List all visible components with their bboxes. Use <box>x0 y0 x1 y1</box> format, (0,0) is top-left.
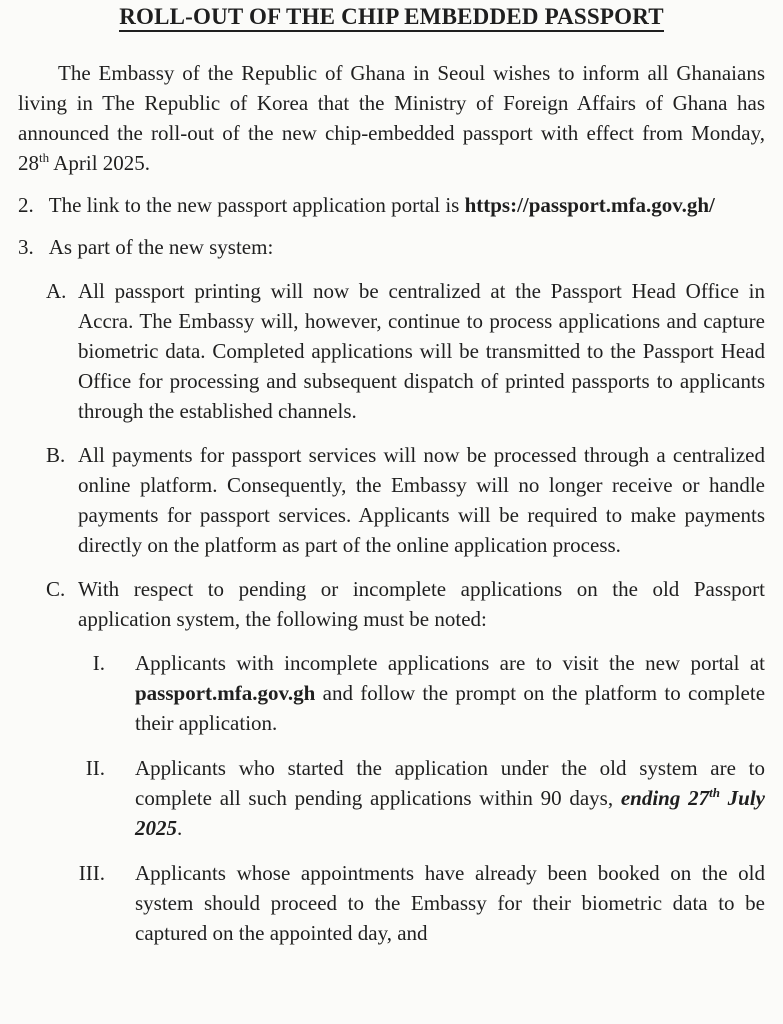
item-I-text-end: and follow the prompt on the platform to complete their application. <box>135 681 766 735</box>
item-2-number: 2. <box>18 193 34 217</box>
item-B-label: B. <box>46 443 66 467</box>
item-3-number: 3. <box>18 235 34 259</box>
passport-portal-short-url: passport.mfa.gov.gh <box>135 681 316 705</box>
list-item-roman-1 <box>18 648 765 738</box>
list-item-C <box>18 574 765 634</box>
item-I-label: I. <box>92 651 105 675</box>
list-item-roman-3 <box>18 858 765 948</box>
item-A-text: All passport printing will now be centralized at the Passport Head Office in Accra. The Embassy will, however, continue to process applications and capture biometric data. Completed applications will be transmitted to the Passport Head Office for processing and subsequent dispatch of printed passports to applicants through the established channels. <box>78 279 765 423</box>
deadline-text-end: July 2025 <box>135 786 766 840</box>
date-ordinal-superscript: th <box>39 150 50 165</box>
intro-text-end: April 2025. <box>53 151 151 175</box>
intro-paragraph <box>18 58 765 178</box>
item-III-text: Applicants whose appointments have already been booked on the old system should proceed to the Embassy for their biometric data to be captured on the appointed day, and <box>135 861 765 945</box>
item-2-text: The link to the new passport application portal is <box>48 193 460 217</box>
item-II-label: II. <box>85 756 105 780</box>
item-C-label: C. <box>46 577 66 601</box>
item-II-text: Applicants who started the application under the old system are to complete all such pending applications within 90 days, <box>135 756 765 810</box>
list-item-A <box>18 276 765 426</box>
document-title-text: ROLL-OUT OF THE CHIP EMBEDDED PASSPORT <box>119 4 664 32</box>
item-3-text: As part of the new system: <box>48 235 274 259</box>
list-item-B <box>18 440 765 560</box>
item-III-label: III. <box>78 861 105 885</box>
item-I-text-start: Applicants with incomplete applications are to visit the new portal at <box>135 651 765 675</box>
list-item-3 <box>18 232 765 262</box>
item-A-label: A. <box>46 279 67 303</box>
list-item-2 <box>18 190 765 220</box>
intro-text-start: The Embassy of the Republic of Ghana in Seoul wishes to inform all Ghanaians living in The Republic of Korea that the Ministry of Foreign Affairs of Ghana has announced the roll-out of the new chip-embedded passport with effect from Monday, 28 <box>18 61 765 175</box>
document-title <box>18 2 765 32</box>
item-II-period: . <box>177 816 183 840</box>
item-C-text: With respect to pending or incomplete applications on the old Passport application system, the following must be noted: <box>78 577 765 631</box>
list-item-roman-2 <box>18 753 765 843</box>
item-B-text: All payments for passport services will now be processed through a centralized online platform. Consequently, the Embassy will no longer receive or handle payments for passport services. Applicants will be required to make payments directly on the platform as part of the online application process. <box>78 443 765 557</box>
deadline-text-start: ending 27 <box>620 786 710 810</box>
deadline-ordinal-superscript: th <box>709 785 720 800</box>
passport-portal-url: https://passport.mfa.gov.gh/ <box>464 193 715 217</box>
